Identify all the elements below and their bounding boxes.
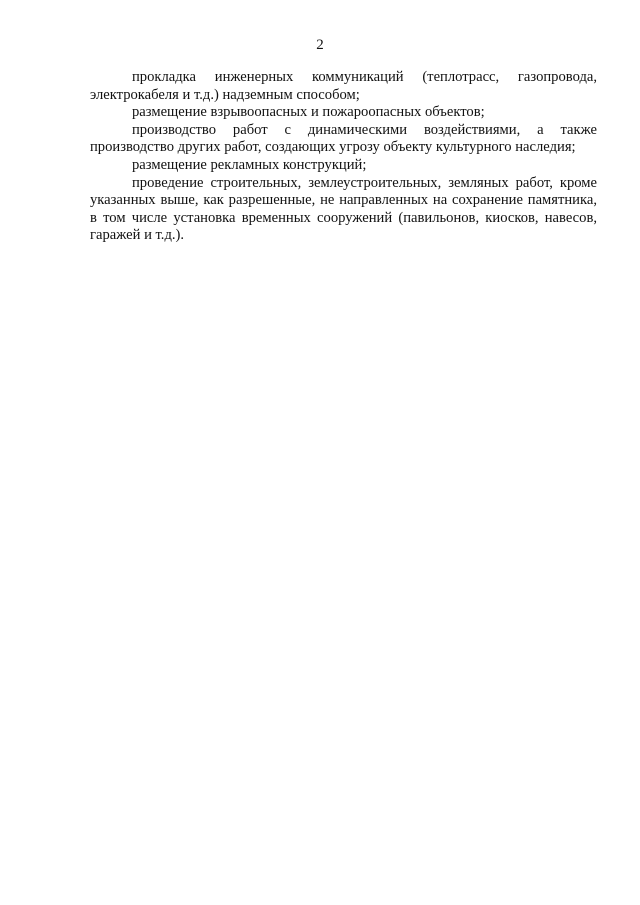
paragraph-hazardous-objects: размещение взрывоопасных и пожароопасных объектов;: [132, 104, 485, 121]
paragraph-dynamic-works: производство работ с динамическими воздействиями, а также производство других работ, создающих угрозу объекту культурного наследия;: [90, 121, 597, 156]
paragraph-utility-lines: прокладка инженерных коммуникаций (теплотрасс, газопровода, электрокабеля и т.д.) надземным способом;: [90, 69, 597, 103]
paragraph-advertising: размещение рекламных конструкций;: [132, 156, 367, 173]
document-body: [90, 69, 597, 245]
paragraph-construction-works: проведение строительных, землеустроительных, земляных работ, кроме указанных выше, как разрешенные, не направленных на сохранение памятника, в том числе установка временных сооружений (павильонов, киосков, навесов, гаражей и т.д.).: [90, 174, 597, 244]
page-number: 2: [316, 37, 324, 53]
